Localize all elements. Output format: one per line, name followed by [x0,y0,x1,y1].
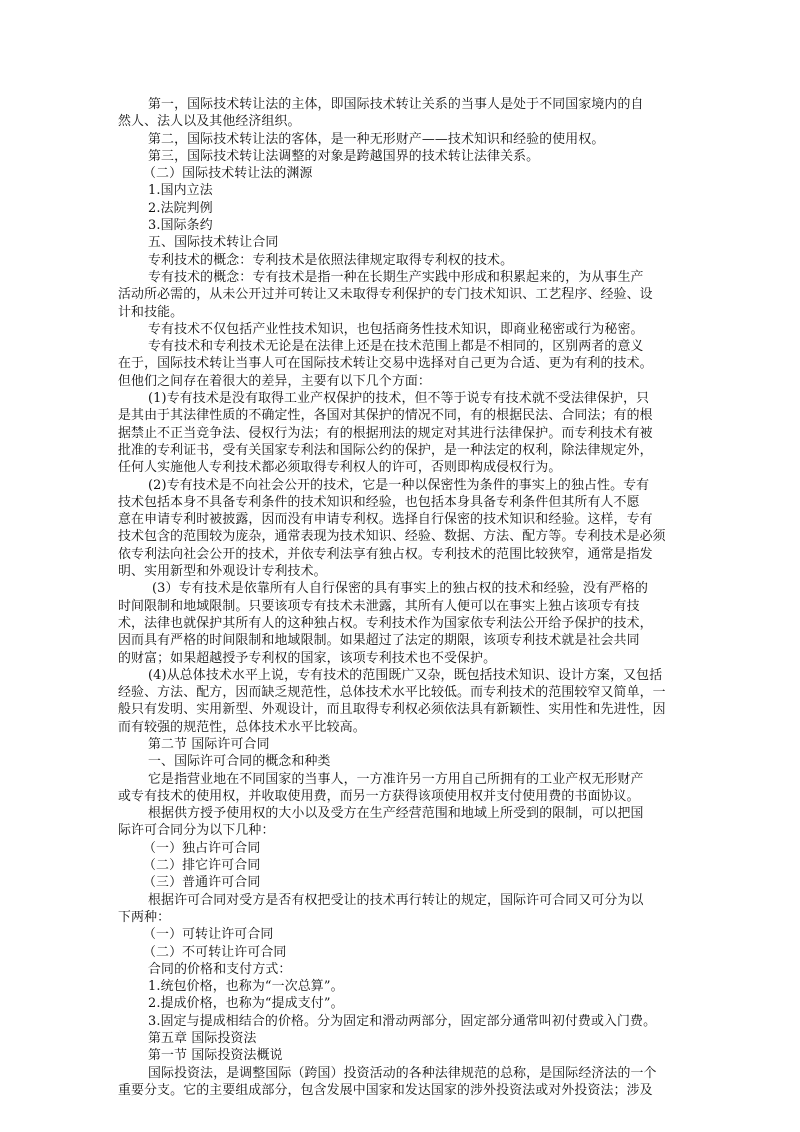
text-line: 第二节 国际许可合同 [148,736,270,752]
text-line: (3）专有技术是依靠所有人自行保密的具有事实上的独占权的技术和经验，没有严格的 [152,581,649,597]
text-line: 时间限制和地域限制。只要该项专有技术未泄露，其所有人便可以在事实上独占该项专有技 [118,598,640,614]
text-line: 根据供方授予使用权的大小以及受方在生产经营范围和地域上所受到的限制，可以把国 [148,806,644,822]
text-line: 而有较强的规范性，总体技术水平比较高。 [118,719,366,735]
text-line: 一、国际许可合同的概念和种类 [148,754,331,770]
text-line: 1.统包价格，也称为“一次总算”。 [148,979,344,995]
text-line: 专有技术和专利技术无论是在法律上还是在技术范围上都是不相同的，区别两者的意义 [148,339,644,355]
text-line: 明、实用新型和外观设计专利技术。 [118,564,327,580]
text-line: 据禁止不正当竞争法、侵权行为法；有的根据刑法的规定对其进行法律保护。而专利技术有被 [118,425,653,441]
text-line: 1.国内立法 [148,183,213,199]
text-line: 或专有技术的使用权，并收取使用费，而另一方获得该项使用权并支付使用费的书面协议。 [118,788,640,804]
text-line: 专利技术的概念：专利技术是依照法律规定取得专利权的技术。 [148,252,514,268]
text-line: 般只有发明、实用新型、外观设计，而且取得专利权必须依法具有新颖性、实用性和先进性，因 [118,702,666,718]
text-line: （一）可转让许可合同 [143,927,274,943]
text-line: 活动所必需的，从未公开过并可转让又未取得专利保护的专门技术知识、工艺程序、经验、设 [118,287,653,303]
text-line: （二）排它许可合同 [143,858,261,874]
text-line: 第五章 国际投资法 [148,1031,257,1047]
text-line: 国际投资法，是调整国际（跨国）投资活动的各种法律规范的总称，是国际经济法的一个 [148,1065,657,1081]
text-line: 任何人实施他人专利技术都必须取得专利权人的许可，否则即构成侵权行为。 [118,460,562,476]
text-line: 第三，国际技术转让法调整的对象是跨越国界的技术转让法律关系。 [148,148,540,164]
text-line: 根据许可合同对受方是否有权把受让的技术再行转让的规定，国际许可合同又可分为以 [148,892,644,908]
text-line: 第一，国际技术转让法的主体，即国际技术转让关系的当事人是处于不同国家境内的自 [148,97,644,112]
text-line: 因而具有严格的时间限制和地域限制。如果超过了法定的期限，该项专利技术就是社会共同 [118,633,640,649]
text-line: 2.提成价格，也称为“提成支付”。 [148,996,344,1012]
text-line: 它是指营业地在不同国家的当事人，一方准许另一方用自己所拥有的工业产权无形财产 [148,771,644,787]
text-line: 的财富；如果超越授予专利权的国家，该项专利技术也不受保护。 [118,650,497,666]
text-line: 技术包括本身不具备专利条件的技术知识和经验，也包括本身具备专利条件但其所有人不愿 [118,494,640,510]
text-line: 计和技能。 [118,304,184,320]
text-line: 技术包含的范围较为庞杂，通常表现为技术知识、经验、数据、方法、配方等。专利技术是必须 [118,529,666,545]
text-line: 然人、法人以及其他经济组织。 [118,114,301,130]
text-line: （二）不可转让许可合同 [143,944,287,960]
text-line: 专有技术的概念：专有技术是指一种在长期生产实践中形成和积累起来的，为从事生产 [148,269,644,285]
text-line: 下两种： [118,909,171,925]
text-line: 重要分支。它的主要组成部分，包含发展中国家和发达国家的涉外投资法或对外投资法；涉及 [118,1082,653,1098]
text-line: 3.固定与提成相结合的价格。分为固定和滑动两部分，固定部分通常叫初付费或入门费。 [148,1013,657,1029]
text-line: 经验、方法、配方，因而缺乏规范性，总体技术水平比较低。而专利技术的范围较窄又简单，一 [118,685,666,701]
text-line: (2)专有技术是不向社会公开的技术，它是一种以保密性为条件的事实上的独占性。专有 [148,477,650,493]
text-line: （三）普通许可合同 [143,875,261,891]
text-line: （一）独占许可合同 [143,840,261,856]
text-line: 但他们之间存在着很大的差异，主要有以下几个方面： [118,373,431,389]
text-line: 专有技术不仅包括产业性技术知识，也包括商务性技术知识，即商业秘密或行为秘密。 [148,321,644,337]
text-line: （二）国际技术转让法的渊源 [143,166,313,182]
text-line: (4)从总体技术水平上说，专有技术的范围既广又杂，既包括技术知识、设计方案，又包括 [148,667,663,683]
text-line: 术，法律也就保护其所有人的这种独占权。专利技术作为国家依专利法公开给予保护的技术， [118,615,653,631]
text-line: 3.国际条约 [148,218,213,234]
text-line: 2.法院判例 [148,200,213,216]
text-line: 际许可合同分为以下几种： [118,823,275,839]
text-line: 第一节 国际投资法概说 [148,1048,283,1064]
text-line: 在于，国际技术转让当事人可在国际技术转让交易中选择对自己更为合适、更为有利的技术。 [118,356,653,372]
text-line: 合同的价格和支付方式： [148,961,292,977]
text-line: 是其由于其法律性质的不确定性，各国对其保护的情况不同，有的根据民法、合同法；有的根 [118,408,653,424]
text-line: 批准的专利证书，受有关国家专利法和国际公约的保护，是一种法定的权利，除法律规定外， [118,442,653,458]
text-line: 第二，国际技术转让法的客体，是一种无形财产——技术知识和经验的使用权。 [148,131,605,147]
text-line: 意在申请专利时被披露，因而没有申请专利权。选择自行保密的技术知识和经验。这样，专有 [118,512,653,528]
text-line: 五、国际技术转让合同 [148,235,279,251]
text-line: (1)专有技术是没有取得工业产权保护的技术，但不等于说专有技术就不受法律保护，只 [148,391,650,407]
text-line: 依专利法向社会公开的技术，并依专利法享有独占权。专利技术的范围比较狭窄，通常是指发 [118,546,653,562]
